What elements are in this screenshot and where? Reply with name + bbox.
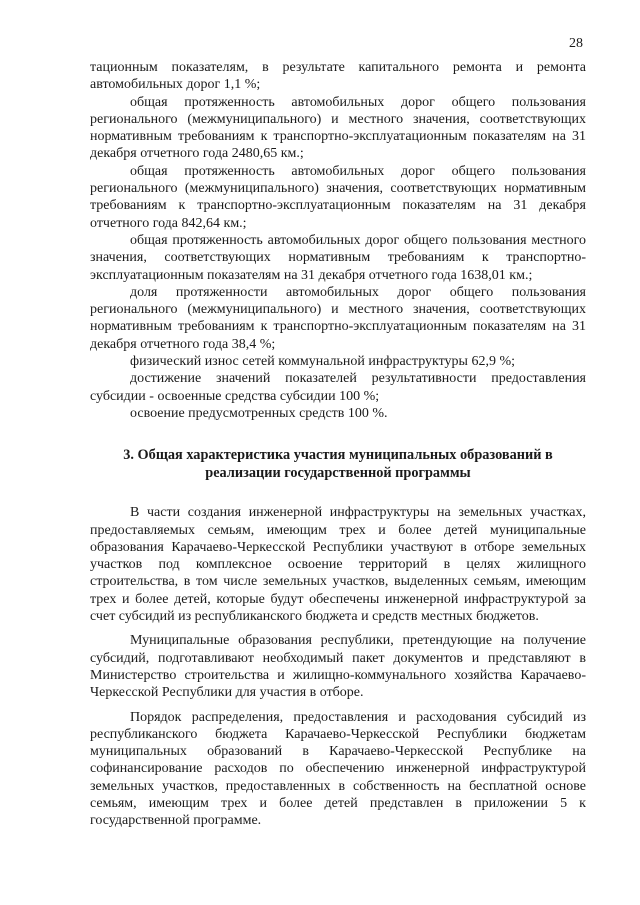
paragraph: достижение значений показателей результативности предоставления субсидии - освоенные средства субсидии 100 %; [90,371,586,404]
paragraph: общая протяженность автомобильных дорог общего пользования регионального (межмуниципального) и местного значения, соответствующих нормативным требованиям к транспортно-эксплуатационным показателям на 31 декабря отчетного года 2480,65 км.; [90,94,586,162]
paragraph: доля протяженности автомобильных дорог общего пользования регионального (межмуниципального) и местного значения, соответствующих нормативным требованиям к транспортно-эксплуатационным показателям на 31 декабря отчетного года 38,4 %; [90,284,586,352]
paragraph: физический износ сетей коммунальной инфраструктуры 62,9 %; [130,354,516,370]
paragraph: освоение предусмотренных средств 100 %. [130,405,388,421]
paragraph: тационным показателям, в результате капитального ремонта и ремонта автомобильных дорог 1,1 %; [90,60,586,93]
section-paragraph: Муниципальные образования республики, претендующие на получение субсидий, подготавливают необходимый пакет документов и представляют в Министерство строительства и жилищно-коммунального хозяйства Карачаево-Черкесской Республики для участия в отборе. [90,633,586,701]
section-paragraph: В части создания инженерной инфраструктуры на земельных участках, предоставляемых семьям, имеющим трех и более детей муниципальные образования Карачаево-Черкесской Республики участвуют в отборе земельных участков под комплексное освоение территорий в целях жилищного строительства, в том числе земельных участков, выделенных семьям, имеющим трех и более детей, которые будут обеспечены инженерной инфраструктурой за счет субсидий из республиканского бюджета и средств местных бюджетов. [90,505,586,625]
section-title-line-1: 3. Общая характеристика участия муниципальных образований в [123,447,553,464]
section-heading [90,446,586,482]
paragraph: общая протяженность автомобильных дорог общего пользования местного значения, соответствующих нормативным требованиям к транспортно-эксплуатационным показателям на 31 декабря отчетного года 1638,01 км.; [90,232,586,283]
page-number: 28 [569,36,583,51]
section-title-line-2: реализации государственной программы [205,465,471,482]
document-body [90,59,586,830]
section-paragraph: Порядок распределения, предоставления и расходования субсидий из республиканского бюджета Карачаево-Черкесской Республики бюджетам муниципальных образований в Карачаево-Черкесской Республике на софинансирование расходов по обеспечению инженерной инфраструктурой земельных участков, предоставленных в собственность на бесплатной основе семьям, имеющим трех и более детей представлен в приложении 5 к государственной программе. [90,709,586,829]
paragraph: общая протяженность автомобильных дорог общего пользования регионального (межмуниципального) значения, соответствующих нормативным требованиям к транспортно-эксплуатационным показателям на 31 декабря отчетного года 842,64 км.; [90,163,586,231]
